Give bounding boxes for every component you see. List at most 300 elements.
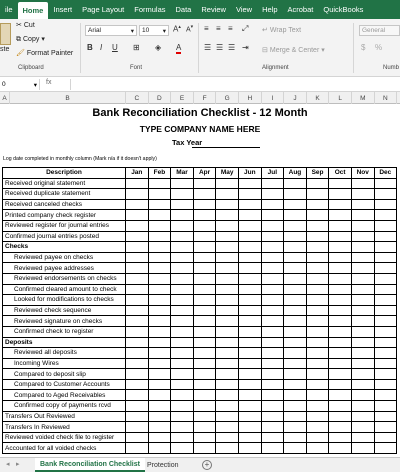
month-cell[interactable] [351, 348, 374, 359]
month-cell[interactable] [216, 199, 239, 210]
month-cell[interactable] [193, 178, 216, 189]
month-cell[interactable] [284, 390, 307, 401]
month-cell[interactable] [374, 358, 397, 369]
month-cell[interactable] [261, 220, 284, 231]
ribbon-tab-quickbooks[interactable]: QuickBooks [323, 5, 364, 14]
ribbon-tab-home[interactable]: Home [18, 2, 49, 19]
month-cell[interactable] [306, 273, 329, 284]
month-cell[interactable] [351, 432, 374, 443]
month-cell[interactable] [284, 411, 307, 422]
month-cell[interactable] [193, 401, 216, 412]
font-name-combo[interactable]: Arial ▾ [85, 25, 137, 36]
month-cell[interactable] [351, 210, 374, 221]
month-cell[interactable] [126, 358, 149, 369]
month-cell[interactable] [306, 263, 329, 274]
month-cell[interactable] [238, 432, 261, 443]
month-cell[interactable] [329, 210, 352, 221]
month-cell[interactable] [193, 326, 216, 337]
month-cell[interactable] [126, 199, 149, 210]
column-header-h[interactable]: H [239, 92, 262, 104]
month-cell[interactable] [193, 411, 216, 422]
month-cell[interactable] [306, 284, 329, 295]
month-cell[interactable] [238, 326, 261, 337]
month-cell[interactable] [351, 316, 374, 327]
month-cell[interactable] [261, 348, 284, 359]
month-cell[interactable] [351, 199, 374, 210]
align-middle-icon[interactable]: ≡ [216, 24, 221, 33]
month-cell[interactable] [216, 295, 239, 306]
month-cell[interactable] [261, 295, 284, 306]
month-cell[interactable] [351, 178, 374, 189]
month-cell[interactable] [171, 242, 194, 253]
month-cell[interactable] [374, 443, 397, 454]
name-box[interactable]: 0 ▾ [0, 79, 40, 90]
italic-button[interactable]: I [100, 43, 103, 52]
month-cell[interactable] [306, 189, 329, 200]
month-cell[interactable] [171, 401, 194, 412]
month-cell[interactable] [216, 379, 239, 390]
month-cell[interactable] [126, 326, 149, 337]
month-cell[interactable] [238, 199, 261, 210]
month-cell[interactable] [306, 379, 329, 390]
month-cell[interactable] [238, 379, 261, 390]
month-cell[interactable] [329, 220, 352, 231]
month-cell[interactable] [329, 295, 352, 306]
month-cell[interactable] [329, 242, 352, 253]
month-cell[interactable] [306, 390, 329, 401]
month-cell[interactable] [193, 348, 216, 359]
month-cell[interactable] [126, 316, 149, 327]
month-cell[interactable] [216, 326, 239, 337]
column-header-g[interactable]: G [216, 92, 239, 104]
month-cell[interactable] [238, 422, 261, 433]
month-cell[interactable] [329, 316, 352, 327]
month-cell[interactable] [374, 220, 397, 231]
month-cell[interactable] [216, 348, 239, 359]
month-cell[interactable] [351, 242, 374, 253]
month-cell[interactable] [284, 305, 307, 316]
month-cell[interactable] [148, 443, 171, 454]
month-cell[interactable] [126, 189, 149, 200]
month-cell[interactable] [374, 348, 397, 359]
month-cell[interactable] [306, 348, 329, 359]
month-cell[interactable] [284, 210, 307, 221]
month-cell[interactable] [284, 178, 307, 189]
month-cell[interactable] [306, 316, 329, 327]
month-cell[interactable] [284, 295, 307, 306]
month-cell[interactable] [261, 379, 284, 390]
month-cell[interactable] [284, 379, 307, 390]
month-cell[interactable] [261, 178, 284, 189]
month-cell[interactable] [171, 273, 194, 284]
month-cell[interactable] [351, 379, 374, 390]
month-cell[interactable] [374, 178, 397, 189]
month-cell[interactable] [171, 295, 194, 306]
month-cell[interactable] [171, 263, 194, 274]
month-cell[interactable] [374, 284, 397, 295]
month-cell[interactable] [126, 273, 149, 284]
align-center-icon[interactable]: ☰ [216, 43, 224, 52]
month-cell[interactable] [238, 411, 261, 422]
month-cell[interactable] [193, 422, 216, 433]
month-cell[interactable] [351, 263, 374, 274]
month-cell[interactable] [351, 220, 374, 231]
month-cell[interactable] [193, 443, 216, 454]
month-cell[interactable] [193, 369, 216, 380]
month-cell[interactable] [148, 284, 171, 295]
month-cell[interactable] [148, 199, 171, 210]
orientation-icon[interactable]: ⤢ [242, 24, 249, 33]
month-cell[interactable] [216, 305, 239, 316]
month-cell[interactable] [148, 411, 171, 422]
ribbon-tab-page-layout[interactable]: Page Layout [82, 5, 125, 14]
month-cell[interactable] [193, 432, 216, 443]
month-cell[interactable] [284, 220, 307, 231]
month-cell[interactable] [329, 263, 352, 274]
month-cell[interactable] [238, 178, 261, 189]
column-header-l[interactable]: L [329, 92, 352, 104]
increase-font-icon[interactable]: A▴ [173, 24, 181, 34]
month-cell[interactable] [238, 443, 261, 454]
month-cell[interactable] [351, 443, 374, 454]
month-cell[interactable] [284, 401, 307, 412]
number-format-combo[interactable]: General [359, 25, 400, 36]
month-cell[interactable] [261, 242, 284, 253]
month-cell[interactable] [306, 411, 329, 422]
sheet-tab-protection[interactable]: Protection [147, 461, 179, 469]
align-top-icon[interactable]: ≡ [204, 24, 209, 33]
month-cell[interactable] [329, 178, 352, 189]
month-cell[interactable] [329, 273, 352, 284]
month-cell[interactable] [126, 348, 149, 359]
month-cell[interactable] [329, 411, 352, 422]
month-cell[interactable] [193, 273, 216, 284]
month-cell[interactable] [306, 422, 329, 433]
month-cell[interactable] [306, 199, 329, 210]
month-cell[interactable] [374, 411, 397, 422]
month-cell[interactable] [306, 305, 329, 316]
month-cell[interactable] [148, 263, 171, 274]
month-cell[interactable] [351, 305, 374, 316]
month-cell[interactable] [216, 432, 239, 443]
month-cell[interactable] [193, 263, 216, 274]
month-cell[interactable] [261, 316, 284, 327]
month-cell[interactable] [238, 316, 261, 327]
borders-icon[interactable]: ⊞ [133, 43, 140, 52]
month-cell[interactable] [148, 358, 171, 369]
month-cell[interactable] [238, 263, 261, 274]
month-cell[interactable] [306, 443, 329, 454]
month-cell[interactable] [148, 305, 171, 316]
month-cell[interactable] [216, 316, 239, 327]
month-cell[interactable] [351, 358, 374, 369]
month-cell[interactable] [126, 337, 149, 348]
month-cell[interactable] [374, 401, 397, 412]
ribbon-tab-data[interactable]: Data [175, 5, 192, 14]
month-cell[interactable] [193, 305, 216, 316]
month-cell[interactable] [284, 231, 307, 242]
month-cell[interactable] [126, 432, 149, 443]
month-cell[interactable] [126, 252, 149, 263]
month-cell[interactable] [374, 316, 397, 327]
month-cell[interactable] [126, 369, 149, 380]
month-cell[interactable] [193, 210, 216, 221]
month-cell[interactable] [216, 210, 239, 221]
month-cell[interactable] [148, 348, 171, 359]
month-cell[interactable] [238, 348, 261, 359]
month-cell[interactable] [171, 305, 194, 316]
month-cell[interactable] [261, 337, 284, 348]
month-cell[interactable] [329, 252, 352, 263]
month-cell[interactable] [126, 210, 149, 221]
month-cell[interactable] [216, 358, 239, 369]
month-cell[interactable] [329, 199, 352, 210]
month-cell[interactable] [193, 295, 216, 306]
insert-function-icon[interactable]: fx [46, 79, 52, 86]
month-cell[interactable] [351, 252, 374, 263]
month-cell[interactable] [126, 411, 149, 422]
column-header-a[interactable]: A [0, 92, 10, 104]
month-cell[interactable] [193, 199, 216, 210]
month-cell[interactable] [171, 231, 194, 242]
month-cell[interactable] [329, 348, 352, 359]
month-cell[interactable] [171, 379, 194, 390]
month-cell[interactable] [171, 411, 194, 422]
month-cell[interactable] [261, 284, 284, 295]
month-cell[interactable] [193, 231, 216, 242]
month-cell[interactable] [193, 337, 216, 348]
indent-icon[interactable]: ⇥ [242, 43, 249, 52]
month-cell[interactable] [284, 316, 307, 327]
month-cell[interactable] [306, 432, 329, 443]
month-cell[interactable] [284, 358, 307, 369]
month-cell[interactable] [261, 263, 284, 274]
column-header-d[interactable]: D [149, 92, 172, 104]
month-cell[interactable] [306, 337, 329, 348]
month-cell[interactable] [148, 337, 171, 348]
decrease-font-icon[interactable]: A▾ [186, 24, 194, 34]
month-cell[interactable] [306, 231, 329, 242]
month-cell[interactable] [351, 369, 374, 380]
month-cell[interactable] [171, 422, 194, 433]
month-cell[interactable] [374, 390, 397, 401]
column-header-j[interactable]: J [284, 92, 307, 104]
month-cell[interactable] [238, 390, 261, 401]
month-cell[interactable] [329, 326, 352, 337]
month-cell[interactable] [374, 252, 397, 263]
month-cell[interactable] [216, 252, 239, 263]
month-cell[interactable] [261, 210, 284, 221]
month-cell[interactable] [238, 369, 261, 380]
percent-icon[interactable]: % [375, 43, 383, 52]
cut-button[interactable]: ✂ Cut [16, 22, 35, 29]
month-cell[interactable] [148, 178, 171, 189]
month-cell[interactable] [126, 178, 149, 189]
month-cell[interactable] [374, 379, 397, 390]
column-header-n[interactable]: N [375, 92, 398, 104]
month-cell[interactable] [261, 432, 284, 443]
month-cell[interactable] [261, 422, 284, 433]
month-cell[interactable] [171, 390, 194, 401]
worksheet[interactable] [0, 104, 400, 457]
month-cell[interactable] [374, 273, 397, 284]
merge-center-button[interactable]: ⊟ Merge & Center ▾ [262, 46, 325, 54]
month-cell[interactable] [306, 210, 329, 221]
sheet-tab-checklist[interactable]: Bank Reconciliation Checklist [35, 458, 145, 472]
bold-button[interactable]: B [87, 43, 93, 52]
month-cell[interactable] [306, 326, 329, 337]
font-size-combo[interactable]: 10 ▾ [139, 25, 169, 36]
month-cell[interactable] [126, 231, 149, 242]
month-cell[interactable] [329, 443, 352, 454]
month-cell[interactable] [171, 326, 194, 337]
month-cell[interactable] [148, 210, 171, 221]
month-cell[interactable] [238, 231, 261, 242]
column-header-f[interactable]: F [194, 92, 217, 104]
month-cell[interactable] [148, 252, 171, 263]
month-cell[interactable] [216, 401, 239, 412]
month-cell[interactable] [261, 401, 284, 412]
month-cell[interactable] [171, 252, 194, 263]
month-cell[interactable] [374, 305, 397, 316]
month-cell[interactable] [306, 252, 329, 263]
ribbon-tab-review[interactable]: Review [201, 5, 226, 14]
month-cell[interactable] [238, 220, 261, 231]
month-cell[interactable] [193, 316, 216, 327]
month-cell[interactable] [306, 178, 329, 189]
month-cell[interactable] [351, 284, 374, 295]
format-painter-button[interactable]: 🖌 Format Painter [16, 50, 74, 57]
month-cell[interactable] [216, 178, 239, 189]
month-cell[interactable] [216, 263, 239, 274]
month-cell[interactable] [238, 358, 261, 369]
month-cell[interactable] [374, 199, 397, 210]
ribbon-tab-acrobat[interactable]: Acrobat [287, 5, 314, 14]
month-cell[interactable] [148, 242, 171, 253]
month-cell[interactable] [329, 358, 352, 369]
month-cell[interactable] [374, 263, 397, 274]
month-cell[interactable] [238, 242, 261, 253]
month-cell[interactable] [193, 220, 216, 231]
month-cell[interactable] [284, 252, 307, 263]
month-cell[interactable] [306, 295, 329, 306]
month-cell[interactable] [261, 199, 284, 210]
month-cell[interactable] [171, 337, 194, 348]
month-cell[interactable] [329, 369, 352, 380]
month-cell[interactable] [261, 390, 284, 401]
month-cell[interactable] [306, 358, 329, 369]
month-cell[interactable] [351, 422, 374, 433]
month-cell[interactable] [238, 295, 261, 306]
month-cell[interactable] [148, 432, 171, 443]
month-cell[interactable] [374, 369, 397, 380]
month-cell[interactable] [148, 390, 171, 401]
month-cell[interactable] [261, 369, 284, 380]
month-cell[interactable] [284, 443, 307, 454]
column-header-k[interactable]: K [307, 92, 330, 104]
month-cell[interactable] [238, 252, 261, 263]
month-cell[interactable] [216, 220, 239, 231]
month-cell[interactable] [351, 411, 374, 422]
month-cell[interactable] [284, 273, 307, 284]
month-cell[interactable] [193, 390, 216, 401]
month-cell[interactable] [329, 231, 352, 242]
month-cell[interactable] [329, 189, 352, 200]
month-cell[interactable] [216, 411, 239, 422]
month-cell[interactable] [329, 379, 352, 390]
month-cell[interactable] [193, 379, 216, 390]
month-cell[interactable] [216, 273, 239, 284]
month-cell[interactable] [351, 273, 374, 284]
month-cell[interactable] [261, 252, 284, 263]
month-cell[interactable] [351, 189, 374, 200]
month-cell[interactable] [284, 199, 307, 210]
month-cell[interactable] [126, 305, 149, 316]
month-cell[interactable] [374, 432, 397, 443]
month-cell[interactable] [216, 337, 239, 348]
currency-icon[interactable]: $ [361, 43, 366, 52]
month-cell[interactable] [126, 220, 149, 231]
month-cell[interactable] [238, 273, 261, 284]
month-cell[interactable] [238, 189, 261, 200]
column-header-m[interactable]: M [352, 92, 375, 104]
month-cell[interactable] [148, 316, 171, 327]
month-cell[interactable] [126, 242, 149, 253]
month-cell[interactable] [284, 369, 307, 380]
ribbon-tab-view[interactable]: View [235, 5, 253, 14]
month-cell[interactable] [216, 189, 239, 200]
month-cell[interactable] [216, 369, 239, 380]
align-bottom-icon[interactable]: ≡ [228, 24, 233, 33]
month-cell[interactable] [351, 401, 374, 412]
month-cell[interactable] [374, 337, 397, 348]
month-cell[interactable] [261, 189, 284, 200]
month-cell[interactable] [329, 401, 352, 412]
paste-button[interactable]: ste [0, 46, 10, 53]
month-cell[interactable] [171, 432, 194, 443]
scroll-right-icon[interactable]: ▸ [16, 461, 20, 468]
copy-button[interactable]: ⧉ Copy ▾ [16, 36, 45, 43]
month-cell[interactable] [261, 443, 284, 454]
month-cell[interactable] [171, 358, 194, 369]
month-cell[interactable] [329, 390, 352, 401]
month-cell[interactable] [148, 369, 171, 380]
month-cell[interactable] [216, 422, 239, 433]
month-cell[interactable] [171, 189, 194, 200]
month-cell[interactable] [171, 369, 194, 380]
tax-year-input-line[interactable] [192, 147, 260, 148]
month-cell[interactable] [374, 295, 397, 306]
month-cell[interactable] [148, 231, 171, 242]
add-sheet-icon[interactable]: + [202, 460, 212, 470]
month-cell[interactable] [351, 231, 374, 242]
month-cell[interactable] [216, 242, 239, 253]
month-cell[interactable] [171, 199, 194, 210]
month-cell[interactable] [148, 273, 171, 284]
month-cell[interactable] [171, 220, 194, 231]
month-cell[interactable] [193, 242, 216, 253]
month-cell[interactable] [284, 337, 307, 348]
month-cell[interactable] [148, 295, 171, 306]
ribbon-tab-insert[interactable]: Insert [53, 5, 73, 14]
month-cell[interactable] [171, 210, 194, 221]
month-cell[interactable] [284, 263, 307, 274]
align-right-icon[interactable]: ☰ [228, 43, 236, 52]
ribbon-tab-formulas[interactable]: Formulas [134, 5, 166, 14]
month-cell[interactable] [351, 337, 374, 348]
fill-color-icon[interactable]: ◈ [155, 43, 162, 52]
month-cell[interactable] [148, 401, 171, 412]
